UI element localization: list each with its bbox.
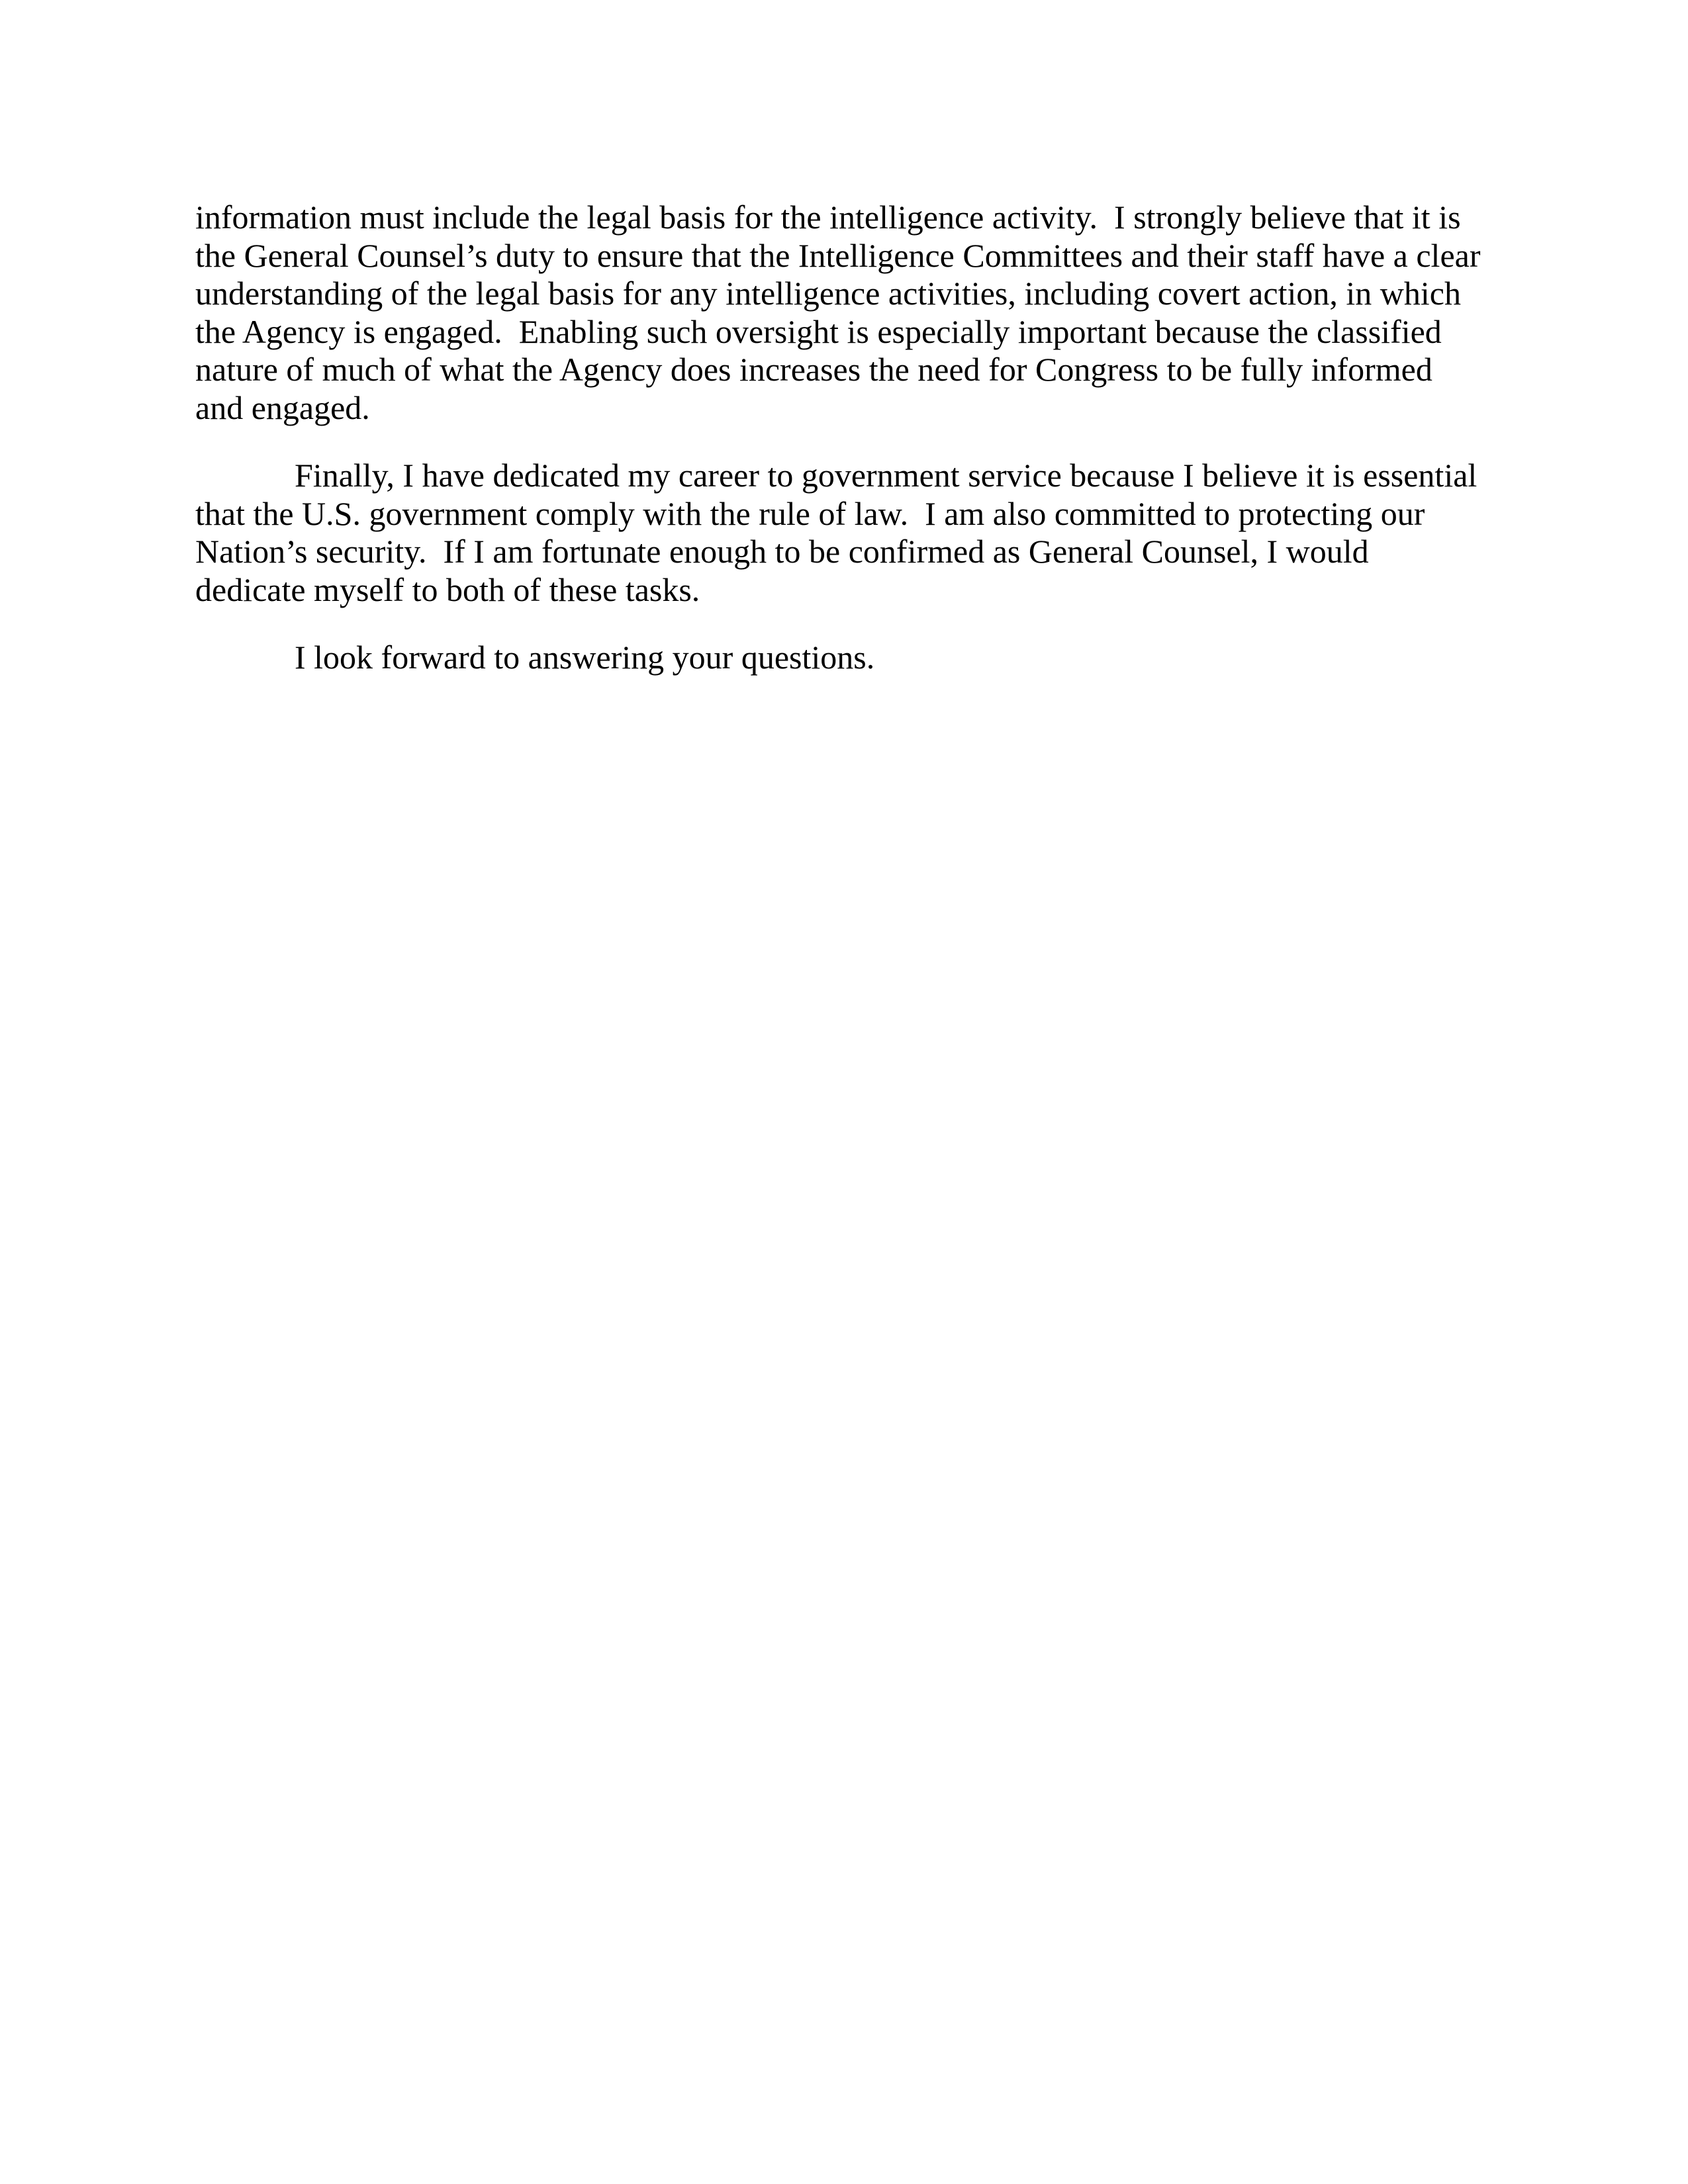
paragraph-line: dedicate myself to both of these tasks.	[195, 570, 700, 608]
paragraph-oversight	[195, 199, 1506, 427]
paragraph-line: Finally, I have dedicated my career to government service because I believe it is essential	[295, 457, 1477, 494]
paragraph-dedication	[195, 457, 1506, 609]
paragraph-closing	[195, 639, 1506, 677]
paragraph-line: Nation’s security. If I am fortunate enough to be confirmed as General Counsel, I would	[195, 533, 1369, 570]
paragraph-line: I look forward to answering your questions.	[295, 639, 875, 676]
paragraph-line: information must include the legal basis for the intelligence activity. I strongly believe that it is	[195, 199, 1461, 236]
paragraph-line: the General Counsel’s duty to ensure that the Intelligence Committees and their staff have a clear	[195, 236, 1481, 274]
paragraph-line: understanding of the legal basis for any intelligence activities, including covert action, in which	[195, 275, 1461, 312]
letter-body	[195, 199, 1506, 707]
paragraph-line: the Agency is engaged. Enabling such oversight is especially important because the classified	[195, 312, 1442, 350]
paragraph-line: nature of much of what the Agency does increases the need for Congress to be fully informed	[195, 351, 1432, 388]
paragraph-line: and engaged.	[195, 388, 370, 426]
paragraph-line: that the U.S. government comply with the rule of law. I am also committed to protecting our	[195, 494, 1425, 532]
